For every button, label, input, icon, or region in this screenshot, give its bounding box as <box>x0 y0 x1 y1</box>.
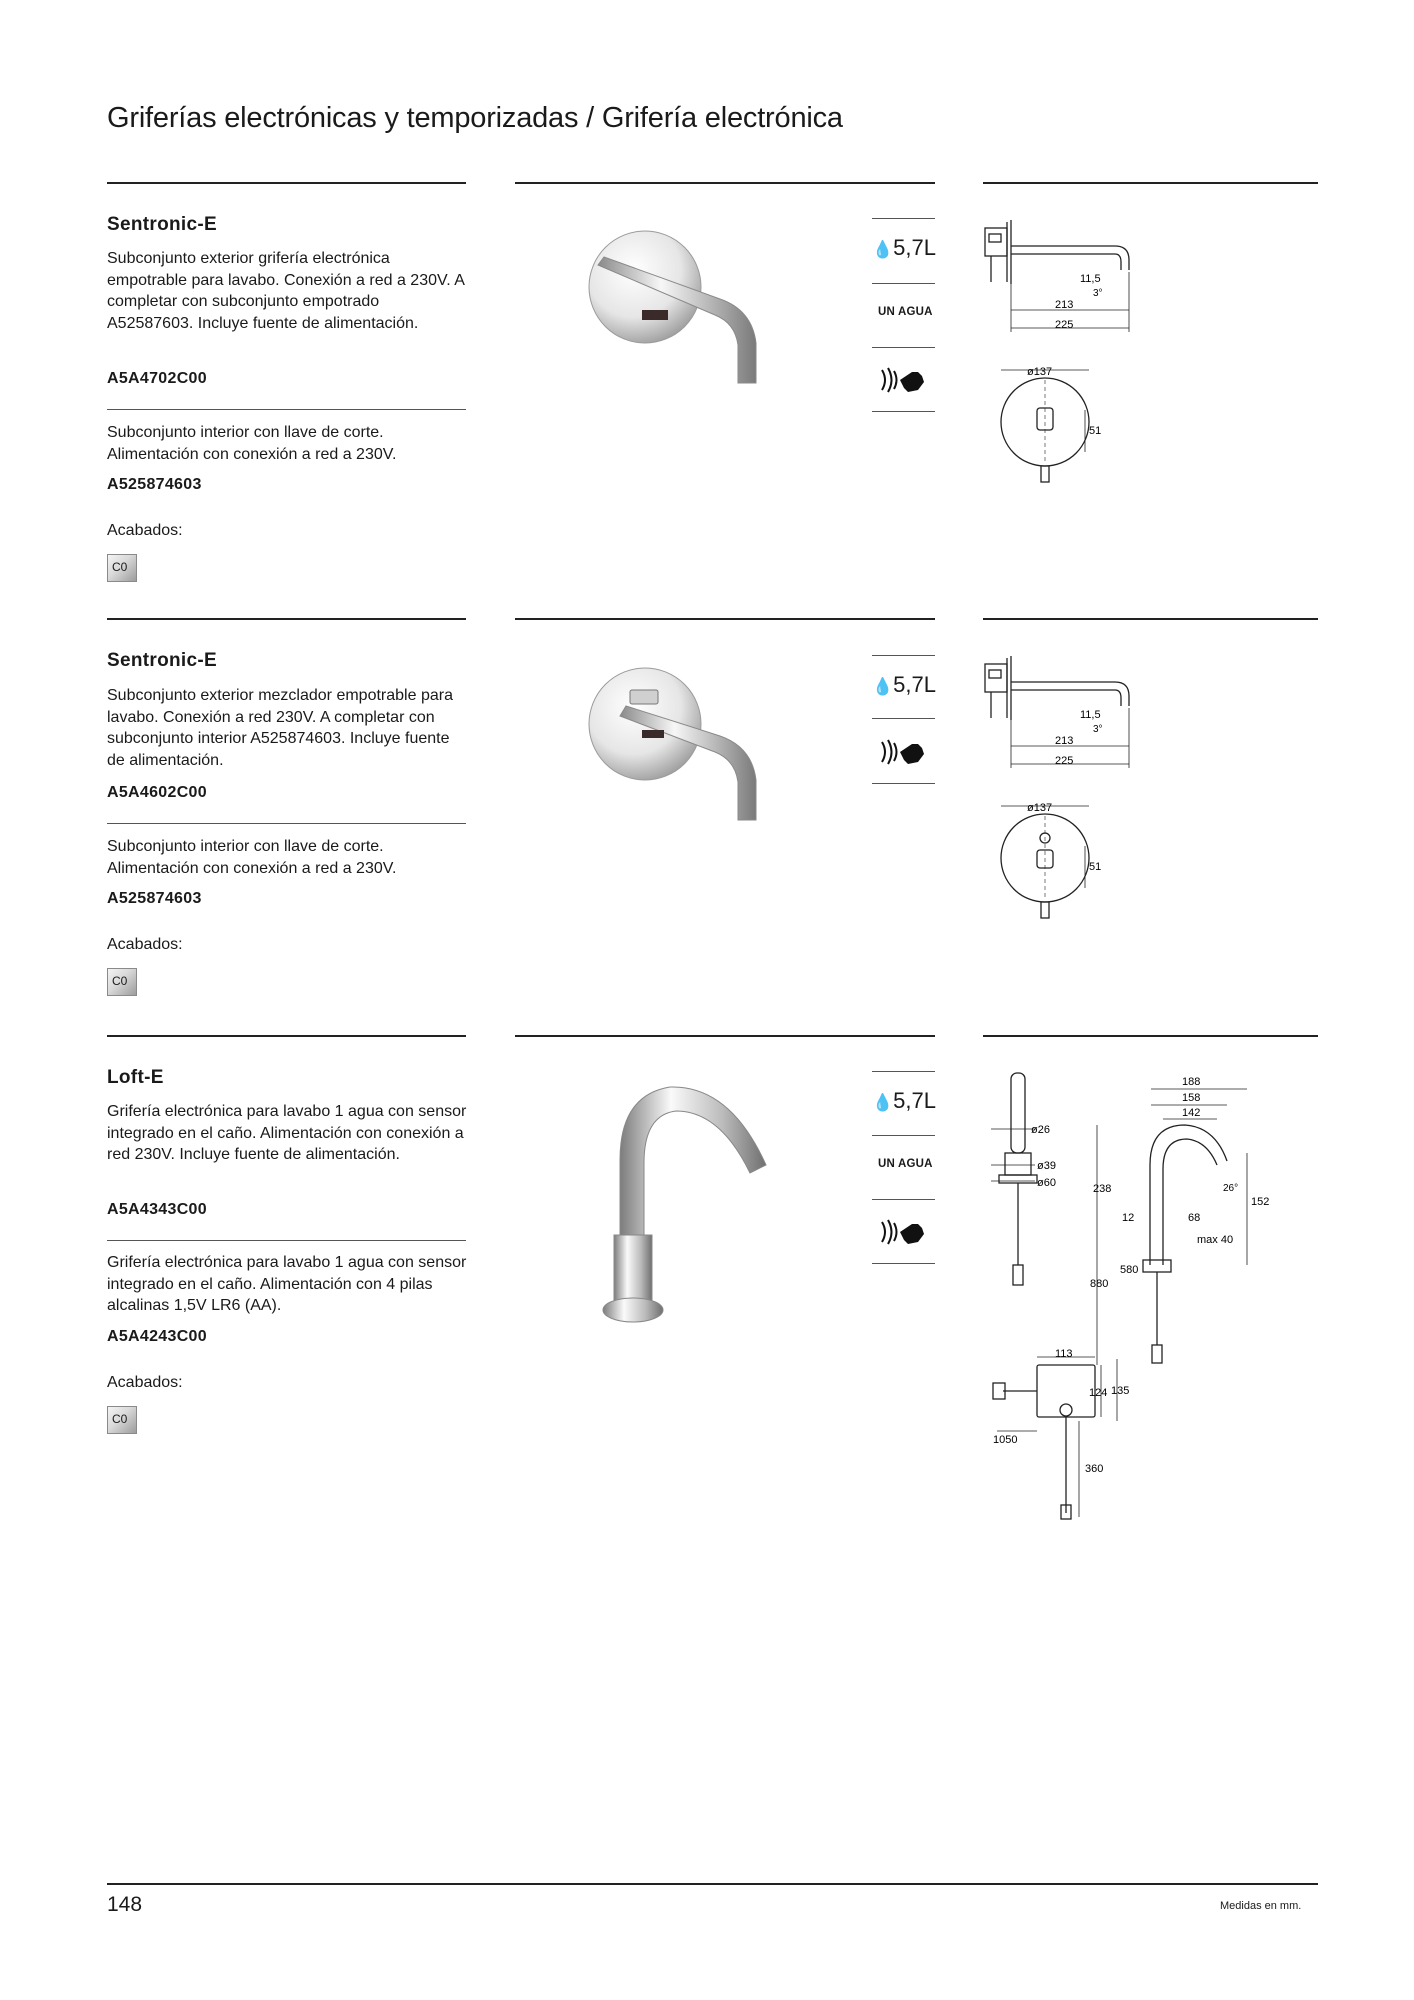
section-divider <box>515 1035 935 1037</box>
dim-label: max 40 <box>1197 1234 1234 1246</box>
finish-swatch[interactable]: C0 <box>107 1406 137 1434</box>
product-description: Subconjunto exterior mezclador empotrable para lavabo. Conexión a red 230V. A completar con subconjunto interior A525874603. Incluye fuente de alimentación. <box>107 687 453 769</box>
finish-swatch[interactable]: C0 <box>107 554 137 582</box>
dim-label: 213 <box>1055 735 1074 747</box>
product-description: Subconjunto exterior grifería electrónica empotrable para lavabo. Conexión a red a 230V. A completar con subconjunto empotrado A52587603. Incluye fuente de alimentación. <box>107 250 464 332</box>
hand-sensor-icon <box>878 738 930 766</box>
flow-rate: 5,7L <box>893 235 936 260</box>
variant-description: Subconjunto interior con llave de corte. Alimentación con conexión a red a 230V. <box>107 838 397 877</box>
dim-label: 360 <box>1085 1463 1104 1475</box>
section-divider <box>107 1035 466 1037</box>
product-code: A5A4702C00 <box>107 370 207 387</box>
page-number: 148 <box>107 1893 143 1916</box>
dim-label: 142 <box>1182 1107 1201 1119</box>
dim-label: ø26 <box>1031 1124 1050 1136</box>
divider <box>872 655 935 656</box>
page-title: Griferías electrónicas y temporizadas / Grifería electrónica <box>107 102 843 134</box>
variant-code: A525874603 <box>107 890 202 907</box>
divider <box>107 1240 466 1241</box>
faucet-image <box>560 215 780 390</box>
finishes-label: Acabados: <box>107 1374 183 1391</box>
dim-label: ø137 <box>1027 802 1053 814</box>
dim-label: 51 <box>1089 861 1102 873</box>
dim-label: ø60 <box>1037 1177 1056 1189</box>
faucet-image <box>590 1075 780 1335</box>
divider <box>107 409 466 410</box>
dim-label: 26° <box>1223 1183 1239 1194</box>
section-divider <box>983 618 1318 620</box>
hand-sensor-icon <box>878 366 930 394</box>
section-divider <box>107 618 466 620</box>
product-description: Grifería electrónica para lavabo 1 agua con sensor integrado en el caño. Alimentación con conexión a red 230V. Incluye fuente de alimentación. <box>107 1103 467 1163</box>
variant-description: Subconjunto interior con llave de corte. Alimentación con conexión a red a 230V. <box>107 424 397 463</box>
dim-label: 3° <box>1093 288 1103 299</box>
divider <box>872 411 935 412</box>
finishes-label: Acabados: <box>107 936 183 953</box>
variant-description: Grifería electrónica para lavabo 1 agua con sensor integrado en el caño. Alimentación con 4 pilas alcalinas 1,5V LR6 (AA). <box>107 1254 467 1314</box>
flow-rate: 5,7L <box>893 1088 936 1113</box>
product-code: A5A4343C00 <box>107 1201 207 1218</box>
section-divider <box>515 182 935 184</box>
dim-label: ø137 <box>1027 366 1053 378</box>
variant-code: A525874603 <box>107 476 202 493</box>
dim-label: 51 <box>1089 425 1102 437</box>
dim-label: 158 <box>1182 1092 1201 1104</box>
dim-label: 113 <box>1055 1348 1073 1360</box>
dim-label: 880 <box>1090 1278 1109 1290</box>
section-divider <box>983 1035 1318 1037</box>
dim-label: 225 <box>1055 319 1074 331</box>
units-note: Medidas en mm. <box>1220 1900 1302 1912</box>
dim-label: ø39 <box>1037 1160 1056 1172</box>
water-drop-icon: 💧 <box>872 677 894 696</box>
divider <box>872 218 935 219</box>
variant-code: A5A4243C00 <box>107 1328 207 1345</box>
divider <box>872 1135 935 1136</box>
dim-label: 1050 <box>993 1434 1018 1446</box>
dim-label: 580 <box>1120 1264 1139 1276</box>
single-water-label: UN AGUA <box>878 306 933 318</box>
section-divider <box>515 618 935 620</box>
product-name: Sentronic-E <box>107 214 217 235</box>
product-name: Sentronic-E <box>107 650 217 671</box>
product-name: Loft-E <box>107 1067 164 1088</box>
single-water-label: UN AGUA <box>878 1158 933 1170</box>
dim-label: 124 <box>1089 1387 1108 1399</box>
divider <box>872 283 935 284</box>
technical-drawing <box>975 1065 1275 1545</box>
faucet-image <box>560 652 780 827</box>
dim-label: 152 <box>1251 1196 1270 1208</box>
flow-rate: 5,7L <box>893 672 936 697</box>
dim-label: 12 <box>1122 1212 1135 1224</box>
divider <box>872 718 935 719</box>
section-divider <box>983 182 1318 184</box>
water-drop-icon: 💧 <box>872 1093 894 1112</box>
water-flow <box>872 672 936 698</box>
water-drop-icon: 💧 <box>872 240 894 259</box>
dim-label: 225 <box>1055 755 1074 767</box>
divider <box>107 823 466 824</box>
finish-swatch[interactable]: C0 <box>107 968 137 996</box>
divider <box>872 1071 935 1072</box>
dim-label: 11,5 <box>1080 273 1101 285</box>
product-code: A5A4602C00 <box>107 784 207 801</box>
water-flow <box>872 1088 936 1114</box>
divider <box>872 1263 935 1264</box>
water-flow <box>872 235 936 261</box>
dim-label: 68 <box>1188 1212 1201 1224</box>
footer-divider <box>107 1883 1318 1885</box>
dim-label: 188 <box>1182 1076 1201 1088</box>
divider <box>872 1199 935 1200</box>
technical-drawing <box>975 648 1145 923</box>
dim-label: 238 <box>1093 1183 1112 1195</box>
hand-sensor-icon <box>878 1218 930 1246</box>
dim-label: 3° <box>1093 724 1103 735</box>
dim-label: 135 <box>1111 1385 1130 1397</box>
dim-label: 213 <box>1055 299 1074 311</box>
divider <box>872 783 935 784</box>
technical-drawing <box>975 212 1145 487</box>
section-divider <box>107 182 466 184</box>
finishes-label: Acabados: <box>107 522 183 539</box>
dim-label: 11,5 <box>1080 709 1101 721</box>
divider <box>872 347 935 348</box>
